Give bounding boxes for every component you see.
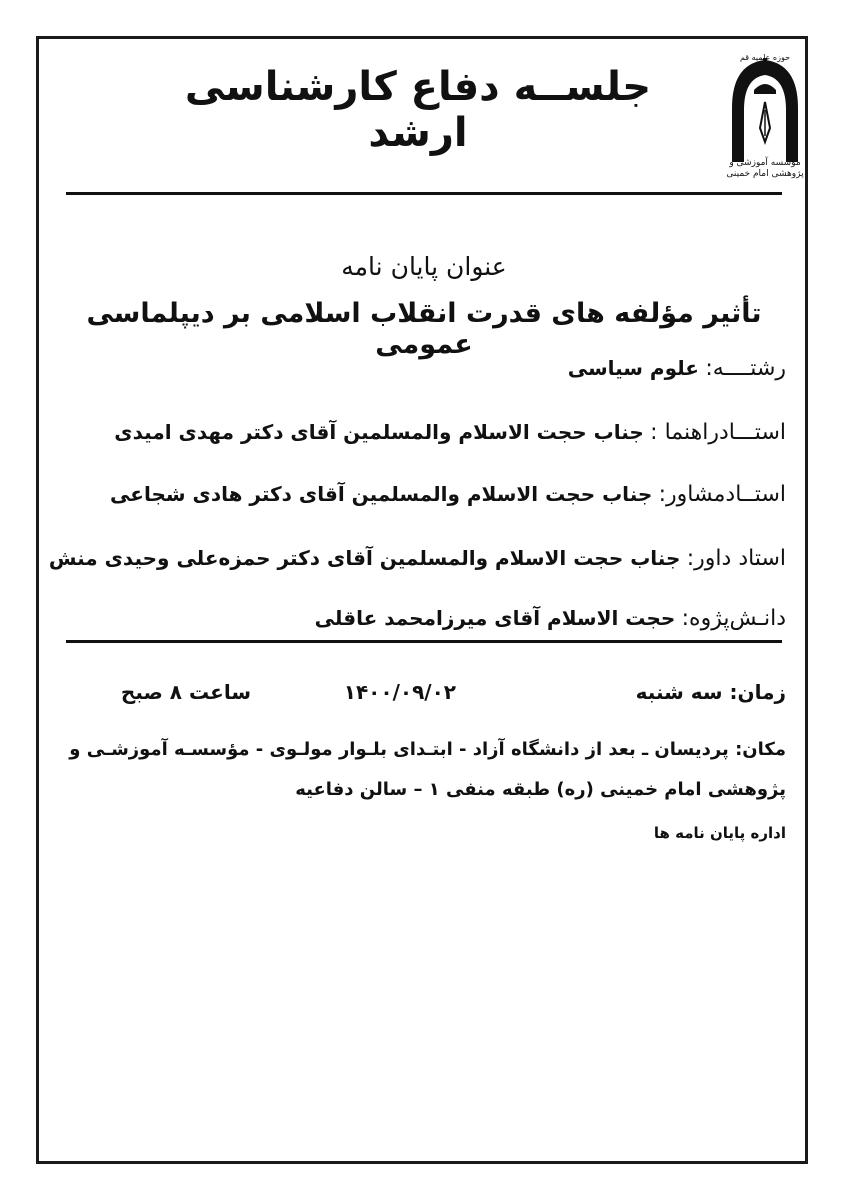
advisor-row — [62, 482, 786, 507]
divider-top — [66, 192, 782, 195]
logo-top-text: حوزه علمیه قم — [739, 53, 791, 62]
institute-logo — [724, 50, 806, 190]
time-date: ۱۴۰۰/۰۹/۰۲ — [343, 680, 456, 704]
advisor-label: استــادمشاور: — [658, 482, 786, 507]
advisor-value: جناب حجت الاسلام والمسلمین آقای دکتر هادی شجاعی — [110, 482, 653, 506]
arch-emblem-icon — [724, 50, 806, 170]
field-label: رشتــــه: — [705, 356, 786, 381]
referee-row — [48, 546, 786, 571]
referee-value: جناب حجت الاسلام والمسلمین آقای دکتر حمزه‌علی وحیدی منش — [48, 546, 681, 570]
place-label: مکان: — [735, 739, 786, 760]
researcher-value: حجت الاسلام آقای میرزامحمد عاقلی — [314, 606, 676, 630]
researcher-label: دانـش‌پژوه: — [681, 606, 786, 631]
time-row — [62, 680, 786, 704]
field-row — [62, 356, 786, 381]
time-day: سه شنبه — [635, 680, 723, 704]
place-row — [62, 730, 786, 810]
page-title: جلســه دفاع کارشناسی ارشد — [184, 64, 652, 156]
supervisor-value: جناب حجت الاسلام والمسلمین آقای دکتر مهدی امیدی — [114, 420, 644, 444]
referee-label: استاد داور: — [686, 546, 786, 571]
page-frame — [36, 36, 808, 1164]
place-value: پردیسان ـ بعد از دانشگاه آزاد - ابتـدای بلـوار مولـوی - مؤسسـه آموزشـی و پژوهشی امام خمینی (ره) طبقه منفی ۱ – سالن دفاعیه — [69, 739, 786, 800]
field-value: علوم سیاسی — [567, 356, 699, 380]
time-hour: ساعت ۸ صبح — [120, 680, 251, 704]
divider-bottom — [66, 640, 782, 643]
supervisor-label: استـــادراهنما : — [650, 420, 786, 445]
supervisor-row — [62, 420, 786, 445]
thesis-title: تأثیر مؤلفه های قدرت انقلاب اسلامی بر دیپلماسی عمومی — [86, 298, 762, 360]
logo-bottom-text: مؤسسه آموزشی و پژوهشی امام خمینی — [726, 158, 804, 179]
researcher-row — [62, 606, 786, 631]
office-signature: اداره پایان نامه ها — [653, 824, 786, 842]
thesis-label: عنوان پایان نامه — [341, 252, 507, 281]
time-label: زمان: — [729, 680, 786, 704]
